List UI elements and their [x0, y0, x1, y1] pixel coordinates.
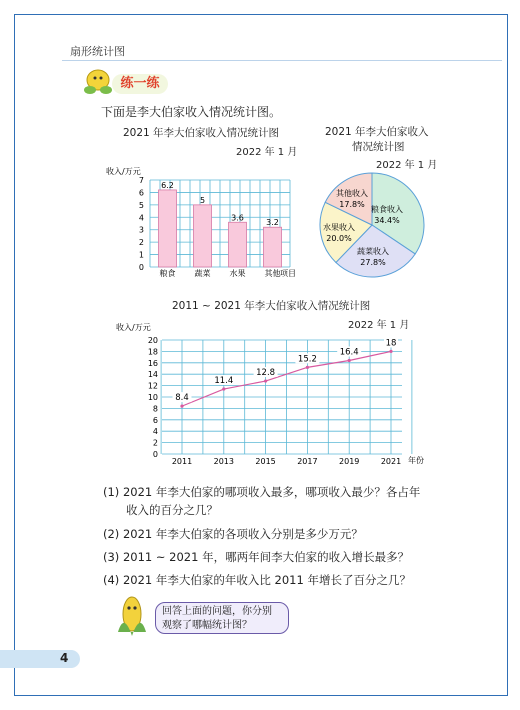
line-chart-xlabel: 年份 — [408, 456, 424, 465]
hint-bubble — [155, 602, 289, 634]
bar-ytick-label: 2 — [138, 238, 144, 248]
bar-value-label: 6.2 — [161, 180, 174, 190]
line-point — [389, 350, 392, 353]
bar-category-label: 其他 — [264, 269, 281, 278]
line-ytick-label: 18 — [147, 347, 158, 357]
bar — [159, 190, 177, 267]
line-ytick-label: 6 — [152, 415, 158, 425]
line-xtick-label: 2019 — [339, 457, 360, 466]
bar-ytick-label: 4 — [138, 213, 144, 223]
line-ytick-label: 8 — [152, 404, 158, 414]
pie-chart-date: 2022 年 1 月 — [376, 160, 438, 171]
pie-chart — [315, 168, 430, 283]
bar-ytick-label: 0 — [138, 263, 144, 272]
line-value-label: 18 — [385, 338, 397, 349]
pie-label-veg: 蔬菜收入 — [357, 247, 389, 256]
header-divider — [62, 60, 502, 61]
line-chart-date: 2022 年 1 月 — [348, 320, 410, 331]
pie-label-other: 其他收入 — [336, 189, 368, 198]
line-chart-title: 2011 ~ 2021 年李大伯家收入情况统计图 — [172, 300, 371, 312]
pie-pct-other: 17.8% — [339, 200, 365, 209]
question-1: (1) 2021 年李大伯家的哪项收入最多，哪项收入最少？各占年 — [103, 485, 421, 499]
bar — [229, 222, 247, 267]
line-value-label: 15.2 — [297, 354, 317, 365]
page-number: 4 — [60, 651, 69, 665]
line-xtick-label: 2015 — [255, 457, 276, 466]
line-ytick-label: 2 — [152, 438, 158, 448]
line-ytick-label: 4 — [152, 427, 158, 437]
bar — [194, 205, 212, 267]
bar-ytick-label: 6 — [138, 188, 144, 198]
question-3: (3) 2011 ~ 2021 年，哪两年间李大伯家的收入增长最多？ — [103, 550, 410, 564]
bar-ytick-label: 5 — [138, 200, 144, 210]
line-chart — [110, 320, 440, 472]
fruit-mascot-icon — [80, 66, 116, 96]
line-xtick-label: 2013 — [213, 457, 234, 466]
bar-chart — [100, 160, 330, 285]
bar-ytick-label: 3 — [138, 225, 144, 235]
bar-ytick-label: 7 — [138, 176, 144, 185]
pie-pct-grain: 34.4% — [374, 216, 400, 225]
line-xtick-label: 2021 — [380, 457, 402, 466]
line-xtick-label: 2017 — [297, 457, 318, 466]
intro-text: 下面是李大伯家收入情况统计图。 — [101, 105, 282, 119]
bar-chart-date: 2022 年 1 月 — [236, 147, 298, 158]
line-ytick-label: 16 — [147, 358, 158, 368]
bar-value-label: 5 — [199, 195, 206, 205]
question-2: (2) 2021 年李大伯家的各项收入分别是多少万元？ — [103, 527, 363, 541]
bar-ytick-label: 1 — [138, 250, 144, 260]
bar-chart-title: 2021 年李大伯家收入情况统计图 — [123, 127, 280, 139]
question-1-cont: 收入的百分之几？ — [126, 503, 218, 517]
line-ytick-label: 12 — [147, 381, 158, 391]
pie-pct-fruit: 20.0% — [326, 234, 352, 243]
pie-label-fruit: 水果收入 — [323, 223, 355, 232]
hint-line-1: 回答上面的问题，你分别 — [162, 606, 272, 617]
line-point — [180, 405, 183, 408]
pie-chart-title-1: 2021 年李大伯家收入 — [325, 126, 429, 138]
line-xtick-label: 2011 — [171, 457, 193, 466]
line-point — [222, 387, 225, 390]
question-4: (4) 2021 年李大伯家的年收入比 2011 年增长了百分之几？ — [103, 573, 411, 587]
line-ytick-label: 14 — [147, 370, 158, 380]
line-ytick-label: 10 — [147, 393, 158, 402]
line-value-label: 12.8 — [256, 368, 276, 379]
corn-mascot-icon — [110, 592, 154, 640]
bar-value-label: 3.6 — [231, 213, 244, 223]
hint-line-2: 观察了哪幅统计图？ — [162, 620, 252, 631]
line-value-label: 16.4 — [339, 347, 359, 358]
bar-category-label: 粮食 — [159, 269, 176, 278]
bar-chart-ylabel: 收入/万元 — [106, 167, 141, 176]
line-value-label: 8.4 — [175, 393, 189, 404]
bar-category-label: 水果 — [229, 269, 246, 278]
pie-pct-veg: 27.8% — [360, 258, 386, 267]
line-ytick-label: 0 — [152, 450, 158, 459]
practice-label: 练一练 — [112, 74, 168, 94]
line-point — [306, 366, 309, 369]
bar-category-label: 蔬菜 — [194, 269, 211, 278]
bar-chart-xlabel: 项目 — [280, 269, 296, 278]
line-value-label: 11.4 — [214, 376, 234, 387]
page-header: 扇形统计图 — [70, 45, 125, 58]
pie-chart-title-2: 情况统计图 — [352, 141, 405, 153]
bar-value-label: 3.2 — [266, 218, 279, 228]
line-point — [348, 359, 351, 362]
line-ytick-label: 20 — [147, 336, 158, 345]
line-point — [264, 379, 267, 382]
bar — [264, 227, 282, 267]
line-chart-ylabel: 收入/万元 — [116, 323, 151, 332]
pie-label-grain: 粮食收入 — [371, 205, 403, 214]
